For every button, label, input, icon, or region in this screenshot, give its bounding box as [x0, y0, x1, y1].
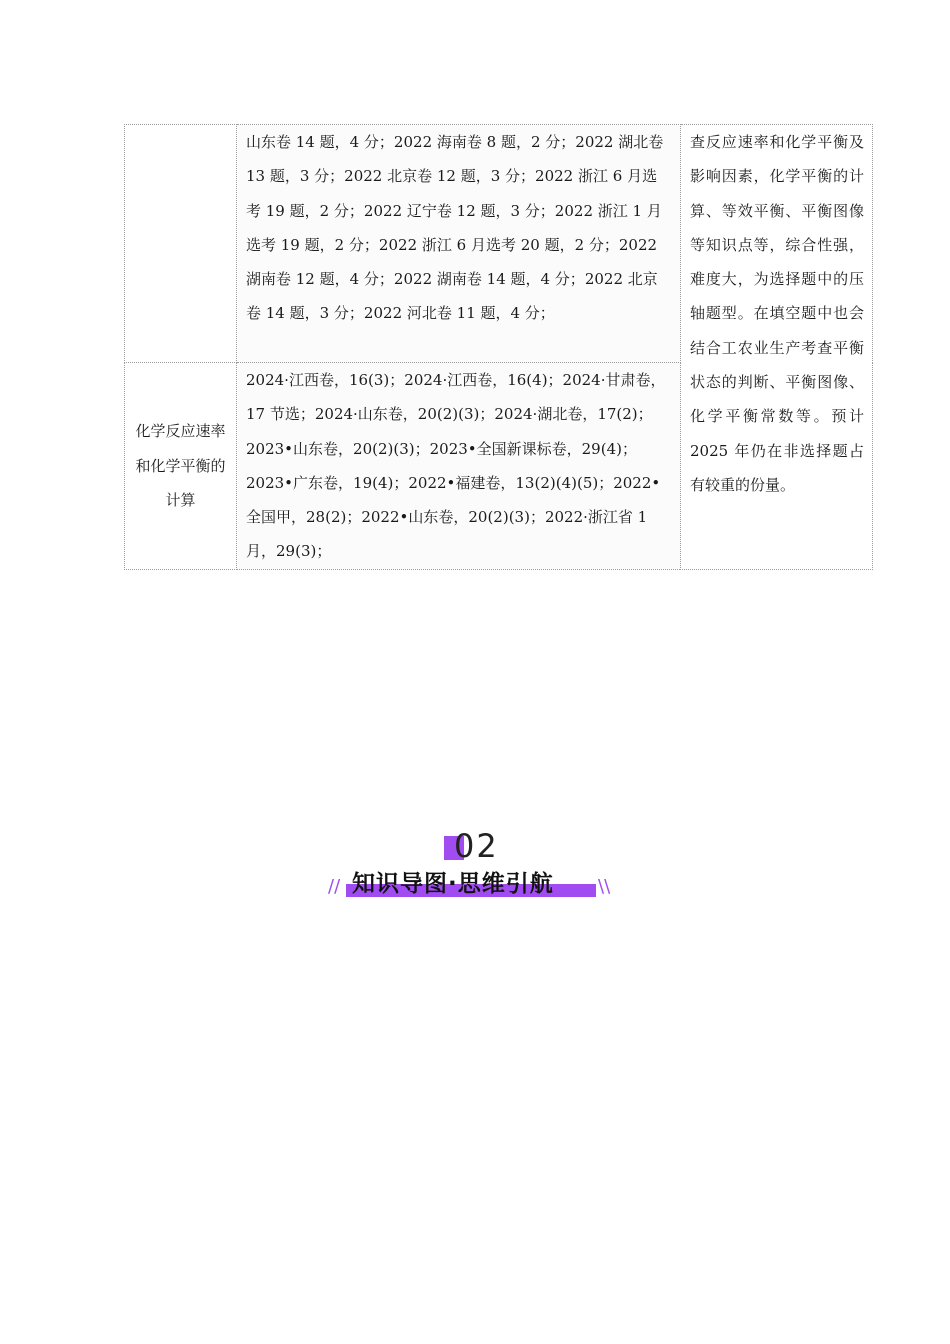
section-banner: [328, 826, 618, 906]
exam-analysis-table: [124, 124, 873, 570]
exam-list-cell: 山东卷 14 题，4 分；2022 海南卷 8 题，2 分；2022 湖北卷 13 题，3 分；2022 北京卷 12 题，3 分；2022 浙江 6 月选考 19 题，2 分；2022 辽宁卷 12 题，3 分；2022 浙江 1 月选考 19 题，2 分；2022 浙江 6 月选考 20 题，2 分；2022 湖南卷 12 题，4 分；2022 湖南卷 14 题，4 分；2022 北京卷 14 题，3 分；2022 河北卷 11 题，4 分；: [237, 125, 681, 363]
section-title: 知识导图·思维引航: [352, 871, 554, 897]
topic-cell: 化学反应速率和化学平衡的计算: [125, 363, 237, 570]
section-number: 02: [454, 827, 499, 865]
analysis-cell: 查反应速率和化学平衡及影响因素，化学平衡的计算、等效平衡、平衡图像等知识点等，综合性强，难度大，为选择题中的压轴题型。在填空题中也会结合工农业生产考查平衡状态的判断、平衡图像、化学平衡常数等。预计 2025 年仍在非选择题占有较重的份量。: [681, 125, 873, 570]
topic-cell: [125, 125, 237, 363]
table-row: [125, 125, 873, 363]
exam-list-cell: 2024·江西卷，16(3)；2024·江西卷，16(4)；2024·甘肃卷，17 节选；2024·山东卷，20(2)(3)；2024·湖北卷，17(2)；2023•山东卷，20(2)(3)；2023•全国新课标卷，29(4)；2023•广东卷，19(4)；2022•福建卷，13(2)(4)(5)；2022•全国甲，28(2)；2022•山东卷，20(2)(3)；2022·浙江省 1 月，29(3)；: [237, 363, 681, 570]
left-slash-mark: //: [328, 876, 341, 897]
right-slash-mark: \\: [598, 876, 611, 897]
